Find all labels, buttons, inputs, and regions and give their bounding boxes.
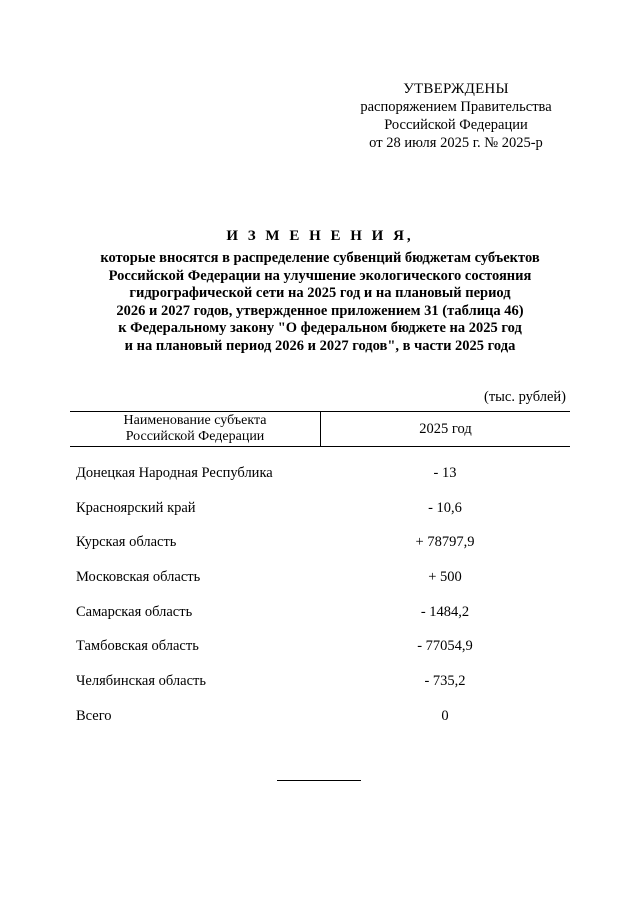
subtitle-line: гидрографической сети на 2025 год и на плановый период: [129, 285, 511, 302]
document-heading: И З М Е Н Е Н И Я,: [226, 228, 414, 244]
row-value: - 77054,9: [417, 638, 473, 655]
table-row: [70, 560, 570, 595]
row-subject-name: Московская область: [76, 568, 201, 585]
subtitle-line: которые вносятся в распределение субвенций бюджетам субъектов: [100, 250, 540, 266]
row-subject-name: Курская область: [76, 534, 177, 551]
document-subtitle: [40, 250, 600, 356]
row-subject-name: Донецкая Народная Республика: [76, 464, 273, 481]
row-value: + 78797,9: [415, 534, 475, 551]
table-row: [70, 664, 570, 699]
header-name-column: [70, 412, 321, 446]
subtitle-line: и на плановый период 2026 и 2027 годов", в части 2025 года: [124, 337, 516, 354]
table-row: [70, 491, 570, 526]
units-label: (тыс. рублей): [484, 389, 566, 405]
row-subject-name: Всего: [76, 707, 112, 724]
row-subject-name: Тамбовская область: [76, 638, 199, 655]
row-value: - 735,2: [424, 672, 466, 689]
table-header: [70, 411, 570, 447]
header-name-line-1: Наименование субъекта: [123, 413, 267, 428]
approval-block: [340, 80, 572, 152]
row-subject-name: Челябинская область: [76, 672, 206, 689]
table-row-total: [70, 699, 570, 734]
row-value: - 10,6: [428, 499, 462, 516]
table-row: [70, 525, 570, 560]
header-name-line-2: Российской Федерации: [125, 429, 265, 444]
row-value: + 500: [428, 568, 462, 585]
table-row: [70, 595, 570, 630]
approval-line-2: Российской Федерации: [384, 117, 528, 133]
row-value: - 1484,2: [420, 603, 470, 620]
approval-line-1: распоряжением Правительства: [360, 99, 552, 115]
end-divider: [277, 780, 361, 781]
subtitle-line: 2026 и 2027 годов, утвержденное приложением 31 (таблица 46): [116, 302, 524, 319]
table-row: [70, 456, 570, 491]
row-subject-name: Самарская область: [76, 603, 193, 620]
approval-stamp: УТВЕРЖДЕНЫ: [403, 81, 509, 97]
subtitle-line: к Федеральному закону "О федеральном бюджете на 2025 год: [118, 320, 522, 337]
row-value: 0: [441, 707, 449, 724]
row-subject-name: Красноярский край: [76, 499, 196, 516]
header-year-column: 2025 год: [419, 420, 472, 437]
subtitle-line: Российской Федерации на улучшение экологического состояния: [108, 267, 532, 284]
table-body: [70, 456, 570, 734]
table-row: [70, 629, 570, 664]
approval-line-3: от 28 июля 2025 г. № 2025-р: [369, 135, 543, 151]
row-value: - 13: [433, 464, 457, 481]
